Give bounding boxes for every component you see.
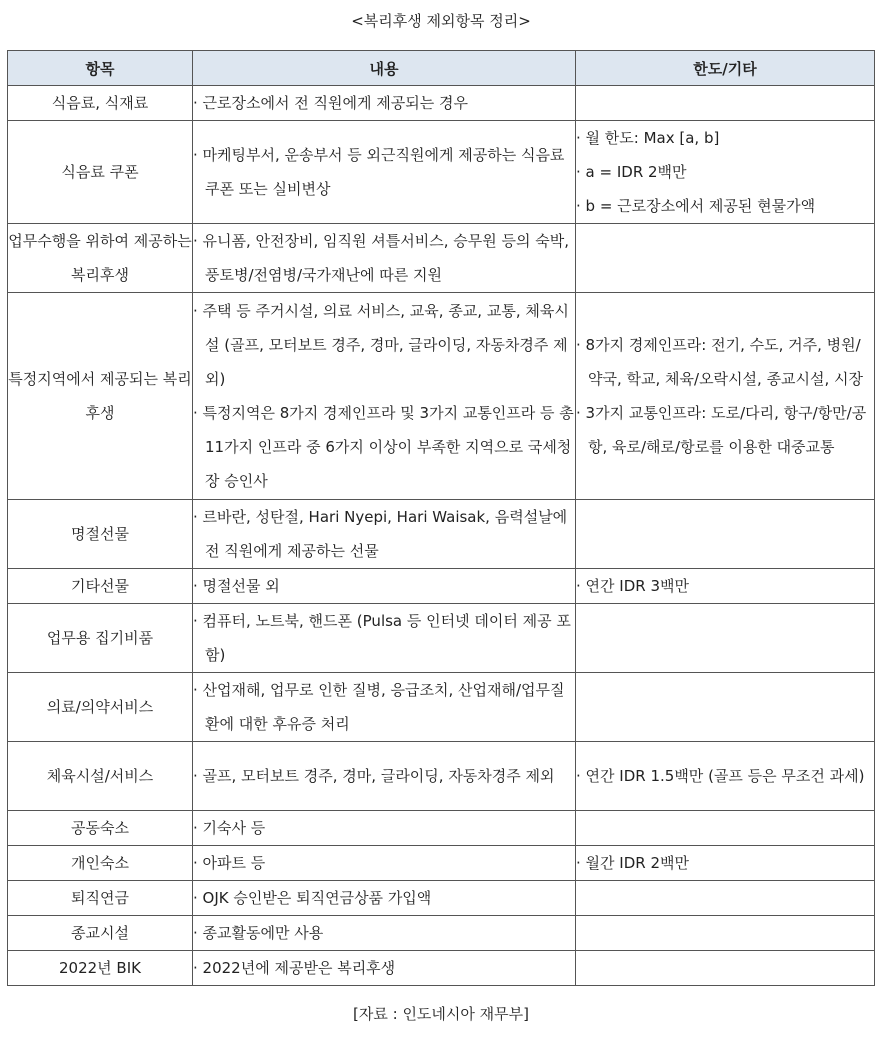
row-limit — [576, 916, 875, 951]
row-content — [193, 673, 576, 742]
row-content — [193, 569, 576, 604]
row-item: 종교시설 — [8, 916, 193, 951]
row-item: 공동숙소 — [8, 811, 193, 846]
row-item: 식음료, 식재료 — [8, 86, 193, 121]
table-row — [8, 569, 875, 604]
content-bullet: · 골프, 모터보트 경주, 경마, 글라이딩, 자동차경주 제외 — [193, 759, 575, 793]
row-limit — [576, 604, 875, 673]
table-row — [8, 846, 875, 881]
row-limit — [576, 569, 875, 604]
row-item: 명절선물 — [8, 500, 193, 569]
source-note: [자료 : 인도네시아 재무부] — [353, 1005, 529, 1023]
limit-bullet: · 연간 IDR 1.5백만 (골프 등은 무조건 과세) — [576, 759, 874, 793]
content-bullet: · 산업재해, 업무로 인한 질병, 응급조치, 산업재해/업무질환에 대한 후유증 처리 — [193, 673, 575, 741]
row-limit — [576, 673, 875, 742]
limit-bullet: · 연간 IDR 3백만 — [576, 569, 874, 603]
content-bullet: · 주택 등 주거시설, 의료 서비스, 교육, 종교, 교통, 체육시설 (골프, 모터보트 경주, 경마, 글라이딩, 자동차경주 제외) — [193, 294, 575, 396]
table-row — [8, 951, 875, 986]
row-content — [193, 500, 576, 569]
table-row — [8, 742, 875, 811]
row-item: 의료/의약서비스 — [8, 673, 193, 742]
header-item: 항목 — [8, 51, 193, 86]
table-row — [8, 881, 875, 916]
row-item: 특정지역에서 제공되는 복리후생 — [8, 293, 193, 500]
row-item: 2022년 BIK — [8, 951, 193, 986]
row-limit — [576, 86, 875, 121]
content-bullet: · 2022년에 제공받은 복리후생 — [193, 951, 575, 985]
limit-bullet: · b = 근로장소에서 제공된 현물가액 — [576, 189, 874, 223]
table-title: <복리후생 제외항목 정리> — [351, 12, 531, 30]
row-content — [193, 881, 576, 916]
table-row — [8, 916, 875, 951]
row-limit — [576, 121, 875, 224]
table-row — [8, 224, 875, 293]
row-content — [193, 916, 576, 951]
table-row — [8, 293, 875, 500]
content-bullet: · OJK 승인받은 퇴직연금상품 가입액 — [193, 881, 575, 915]
row-content — [193, 86, 576, 121]
row-content — [193, 742, 576, 811]
row-content — [193, 121, 576, 224]
limit-bullet: · 월 한도: Max [a, b] — [576, 121, 874, 155]
limit-bullet: · 8가지 경제인프라: 전기, 수도, 거주, 병원/약국, 학교, 체육/오락시설, 종교시설, 시장 — [576, 328, 874, 396]
content-bullet: · 마케팅부서, 운송부서 등 외근직원에게 제공하는 식음료 쿠폰 또는 실비변상 — [193, 138, 575, 206]
table-row — [8, 86, 875, 121]
row-item: 업무용 집기비품 — [8, 604, 193, 673]
row-limit — [576, 951, 875, 986]
table-row — [8, 673, 875, 742]
table-body — [8, 86, 875, 986]
table-row — [8, 604, 875, 673]
limit-bullet: · 월간 IDR 2백만 — [576, 846, 874, 880]
header-content: 내용 — [193, 51, 576, 86]
table-row — [8, 811, 875, 846]
row-item: 퇴직연금 — [8, 881, 193, 916]
row-limit — [576, 500, 875, 569]
content-bullet: · 근로장소에서 전 직원에게 제공되는 경우 — [193, 86, 575, 120]
content-bullet: · 특정지역은 8가지 경제인프라 및 3가지 교통인프라 등 총 11가지 인프라 중 6가지 이상이 부족한 지역으로 국세청장 승인사 — [193, 396, 575, 498]
content-bullet: · 종교활동에만 사용 — [193, 916, 575, 950]
limit-bullet: · a = IDR 2백만 — [576, 155, 874, 189]
content-bullet: · 명절선물 외 — [193, 569, 575, 603]
row-item: 개인숙소 — [8, 846, 193, 881]
limit-bullet: · 3가지 교통인프라: 도로/다리, 항구/항만/공항, 육로/해로/항로를 이용한 대중교통 — [576, 396, 874, 464]
header-limit: 한도/기타 — [576, 51, 875, 86]
row-limit — [576, 742, 875, 811]
row-limit — [576, 293, 875, 500]
row-item: 식음료 쿠폰 — [8, 121, 193, 224]
row-content — [193, 951, 576, 986]
content-bullet: · 컴퓨터, 노트북, 핸드폰 (Pulsa 등 인터넷 데이터 제공 포함) — [193, 604, 575, 672]
row-limit — [576, 846, 875, 881]
row-item: 기타선물 — [8, 569, 193, 604]
row-item: 체육시설/서비스 — [8, 742, 193, 811]
table-row — [8, 500, 875, 569]
content-bullet: · 유니폼, 안전장비, 임직원 셔틀서비스, 승무원 등의 숙박, 풍토병/전염병/국가재난에 따른 지원 — [193, 224, 575, 292]
benefits-exclusion-table — [7, 50, 875, 986]
row-content — [193, 293, 576, 500]
row-limit — [576, 224, 875, 293]
table-row — [8, 121, 875, 224]
content-bullet: · 기숙사 등 — [193, 811, 575, 845]
row-content — [193, 811, 576, 846]
row-content — [193, 846, 576, 881]
row-content — [193, 604, 576, 673]
content-bullet: · 르바란, 성탄절, Hari Nyepi, Hari Waisak, 음력설날에 전 직원에게 제공하는 선물 — [193, 500, 575, 568]
row-content — [193, 224, 576, 293]
row-item: 업무수행을 위하여 제공하는 복리후생 — [8, 224, 193, 293]
content-bullet: · 아파트 등 — [193, 846, 575, 880]
header-row — [8, 51, 875, 86]
row-limit — [576, 881, 875, 916]
row-limit — [576, 811, 875, 846]
